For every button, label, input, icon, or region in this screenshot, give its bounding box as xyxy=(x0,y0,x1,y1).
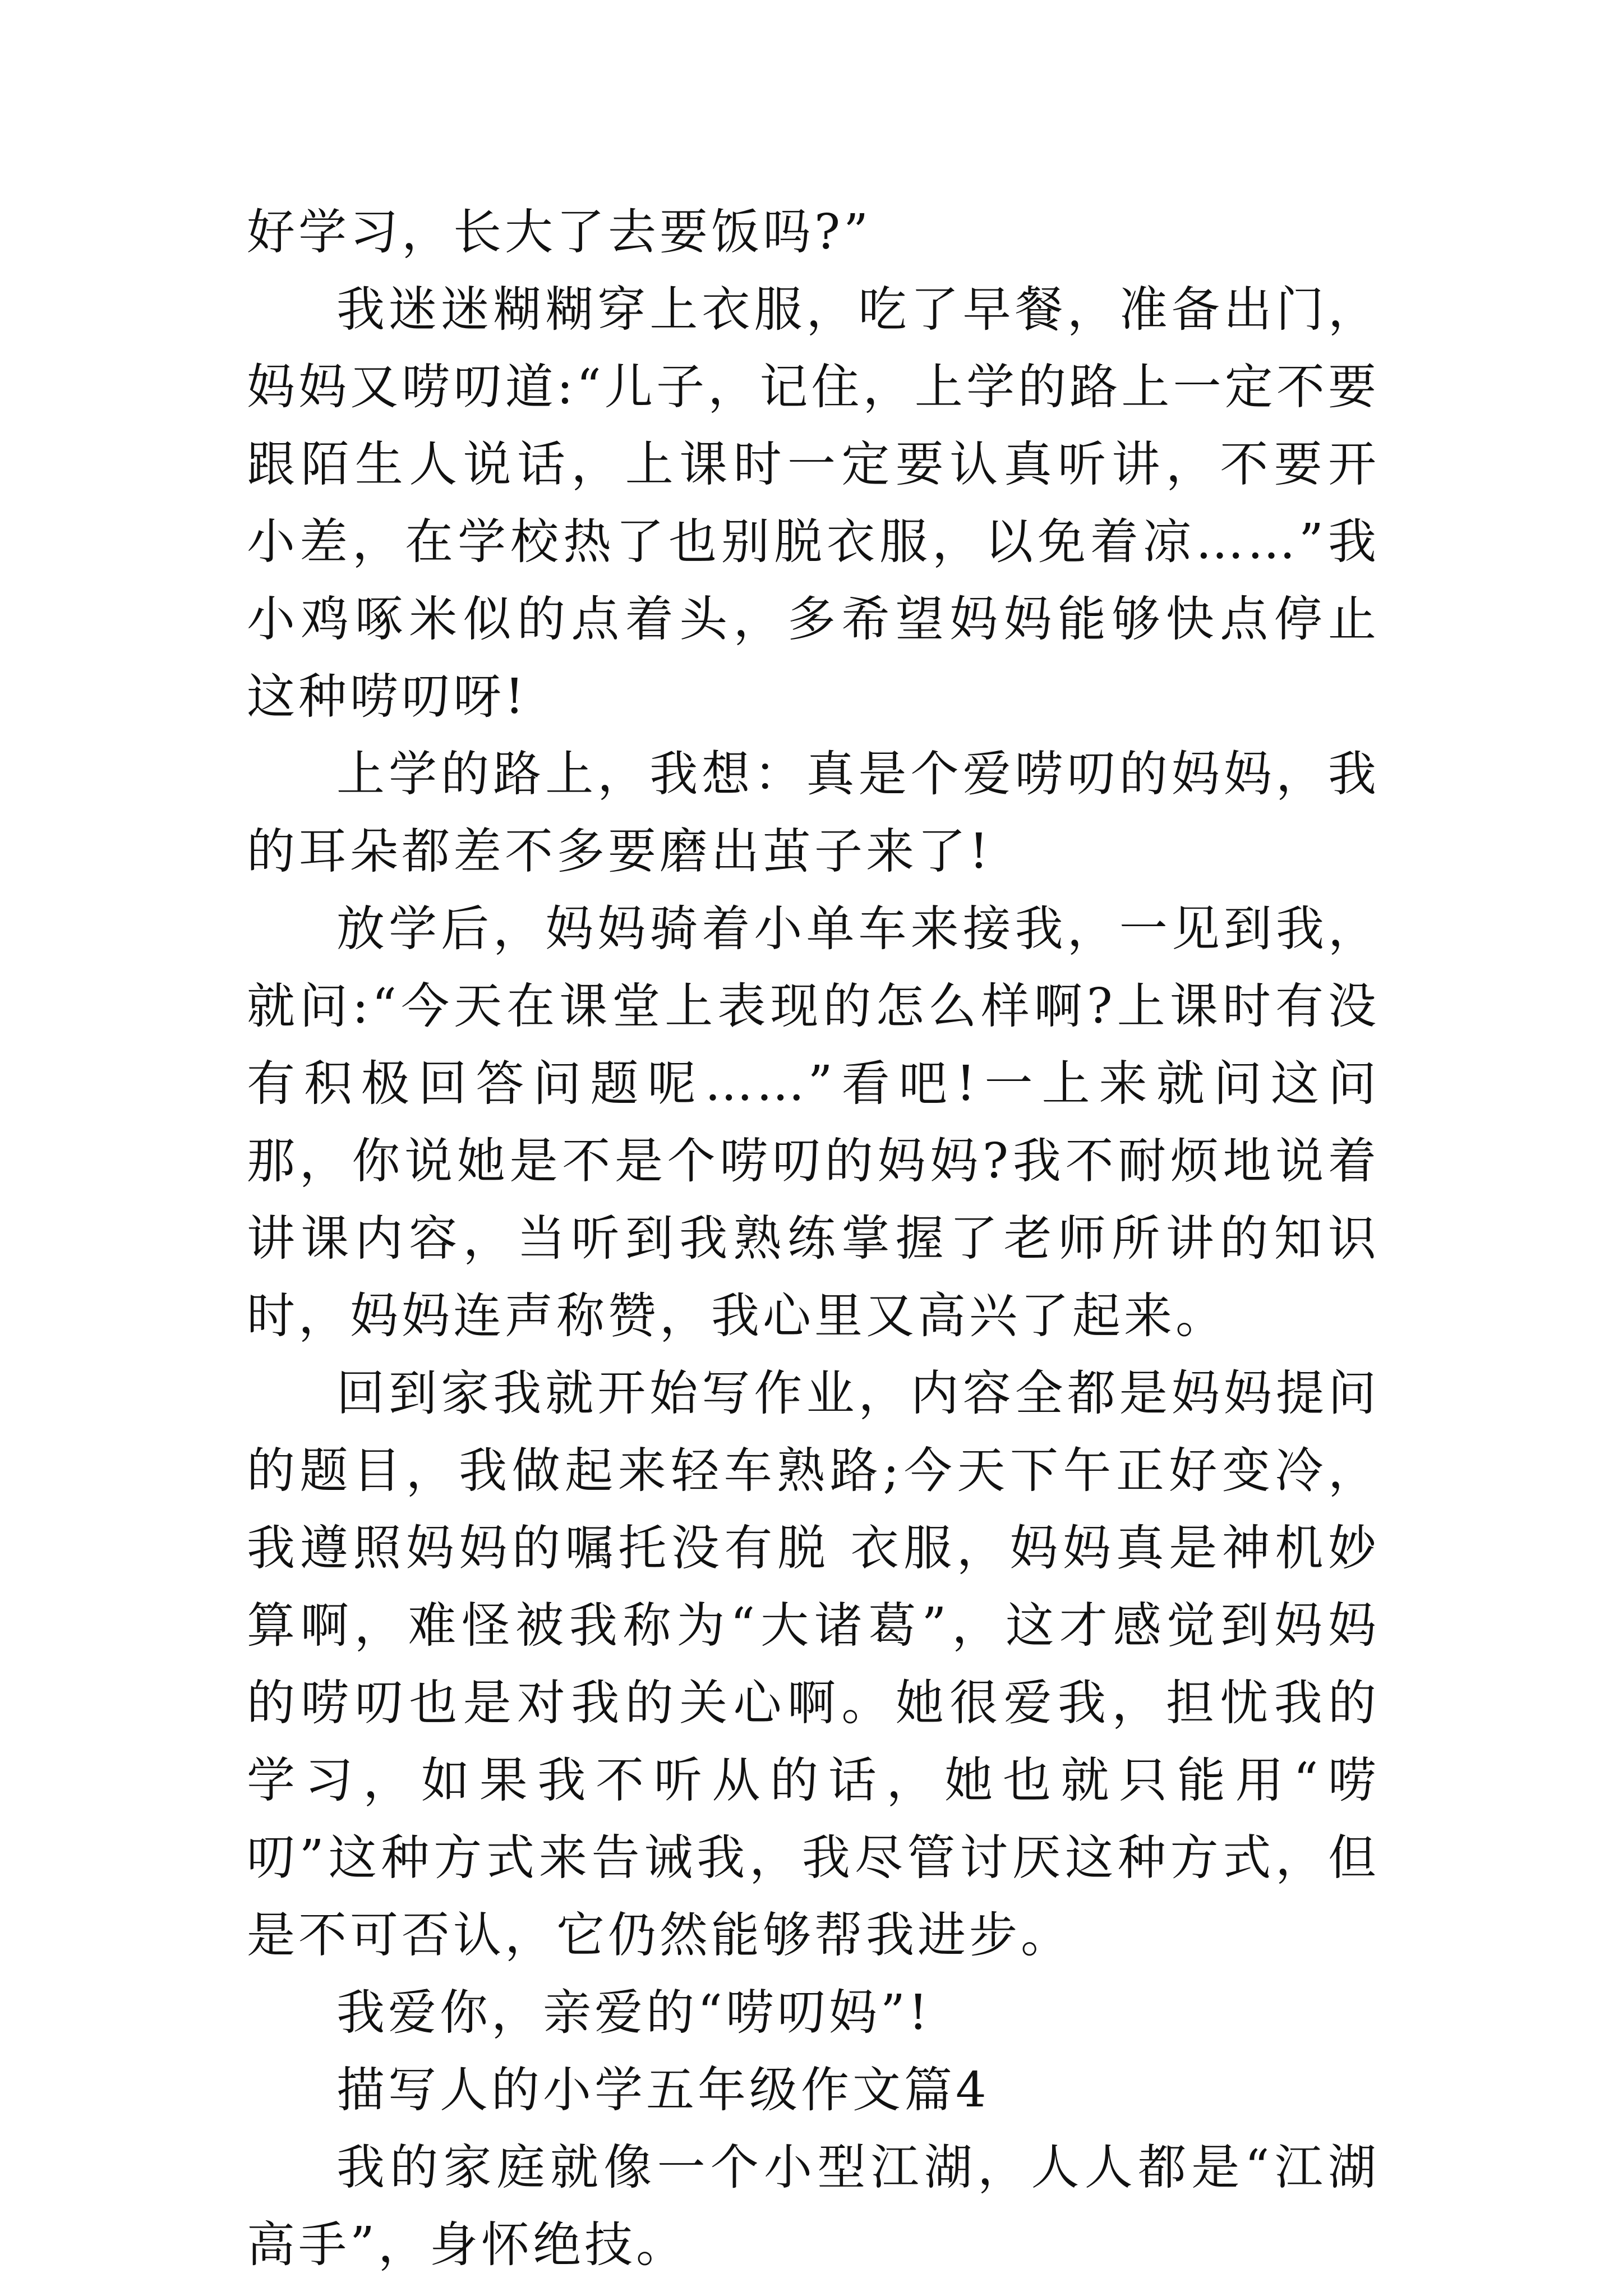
paragraph-5: 回到家我就开始写作业，内容全都是妈妈提问的题目，我做起来轻车熟路;今天下午正好变冷，我遵照妈妈的嘱托没有脱 衣服，妈妈真是神机妙算啊，难怪被我称为“大诸葛”，这才感觉到妈妈的唠叨也是对我的关心啊。她很爱我，担忧我的学习，如果我不听从的话，她也就只能用“唠叨”这种方式来告诫我，我尽管讨厌这种方式，但是不可否认，它仍然能够帮我进步。 xyxy=(247,1365,1380,1963)
document-body xyxy=(247,194,1380,2284)
paragraph-1: 好学习，长大了去要饭吗?” xyxy=(247,204,872,260)
section-heading: 描写人的小学五年级作文篇4 xyxy=(336,2062,990,2118)
paragraph-2: 我迷迷糊糊穿上衣服，吃了早餐，准备出门，妈妈又唠叨道:“儿子，记住，上学的路上一定不要跟陌生人说话，上课时一定要认真听讲，不要开小差，在学校热了也别脱衣服，以免着凉……”我小鸡啄米似的点着头，多希望妈妈能够快点停止这种唠叨呀! xyxy=(247,282,1380,725)
paragraph-4: 放学后，妈妈骑着小单车来接我，一见到我，就问:“今天在课堂上表现的怎么样啊?上课时有没有积极回答问题呢……”看吧!一上来就问这问那，你说她是不是个唠叨的妈妈?我不耐烦地说着讲课内容，当听到我熟练掌握了老师所讲的知识时，妈妈连声称赞，我心里又高兴了起来。 xyxy=(247,901,1380,1344)
paragraph-7: 我的家庭就像一个小型江湖，人人都是“江湖高手”，身怀绝技。 xyxy=(247,2139,1380,2273)
paragraph-3: 上学的路上，我想：真是个爱唠叨的妈妈，我的耳朵都差不多要磨出茧子来了! xyxy=(247,746,1380,880)
paragraph-6: 我爱你，亲爱的“唠叨妈”! xyxy=(336,1985,932,2041)
